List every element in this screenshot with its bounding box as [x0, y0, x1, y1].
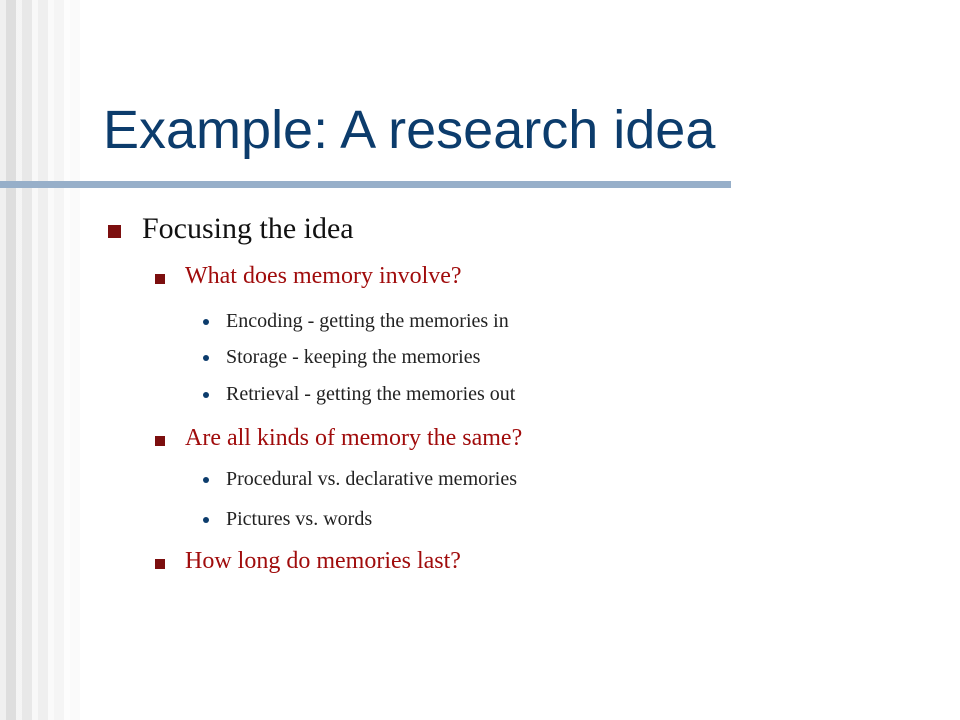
bullet-text: Storage - keeping the memories	[226, 346, 481, 368]
bullet-text: Are all kinds of memory the same?	[185, 425, 523, 451]
square-bullet-icon	[155, 436, 165, 446]
side-stripes-decoration	[0, 0, 80, 720]
bullet-level1	[142, 212, 354, 246]
dot-bullet-icon	[203, 477, 209, 483]
bullet-text: Retrieval - getting the memories out	[226, 383, 516, 405]
bullet-text: Focusing the idea	[142, 212, 354, 245]
bullet-level3	[226, 383, 515, 406]
bullet-text: Pictures vs. words	[226, 508, 373, 530]
bullet-level3	[226, 346, 480, 369]
title-underline-rule	[0, 181, 731, 188]
bullet-level2	[185, 263, 462, 290]
bullet-level3	[226, 468, 517, 491]
bullet-text: How long do memories last?	[185, 548, 461, 574]
dot-bullet-icon	[203, 319, 209, 325]
square-bullet-icon	[108, 225, 121, 238]
bullet-level3	[226, 310, 509, 333]
bullet-text: Procedural vs. declarative memories	[226, 468, 517, 490]
bullet-level2	[185, 548, 461, 575]
bullet-text: Encoding - getting the memories in	[226, 310, 509, 332]
square-bullet-icon	[155, 274, 165, 284]
bullet-level2	[185, 425, 522, 452]
dot-bullet-icon	[203, 392, 209, 398]
slide-title: Example: A research idea	[103, 100, 716, 160]
dot-bullet-icon	[203, 517, 209, 523]
square-bullet-icon	[155, 559, 165, 569]
bullet-text: What does memory involve?	[185, 263, 462, 289]
bullet-level3	[226, 508, 372, 531]
dot-bullet-icon	[203, 355, 209, 361]
